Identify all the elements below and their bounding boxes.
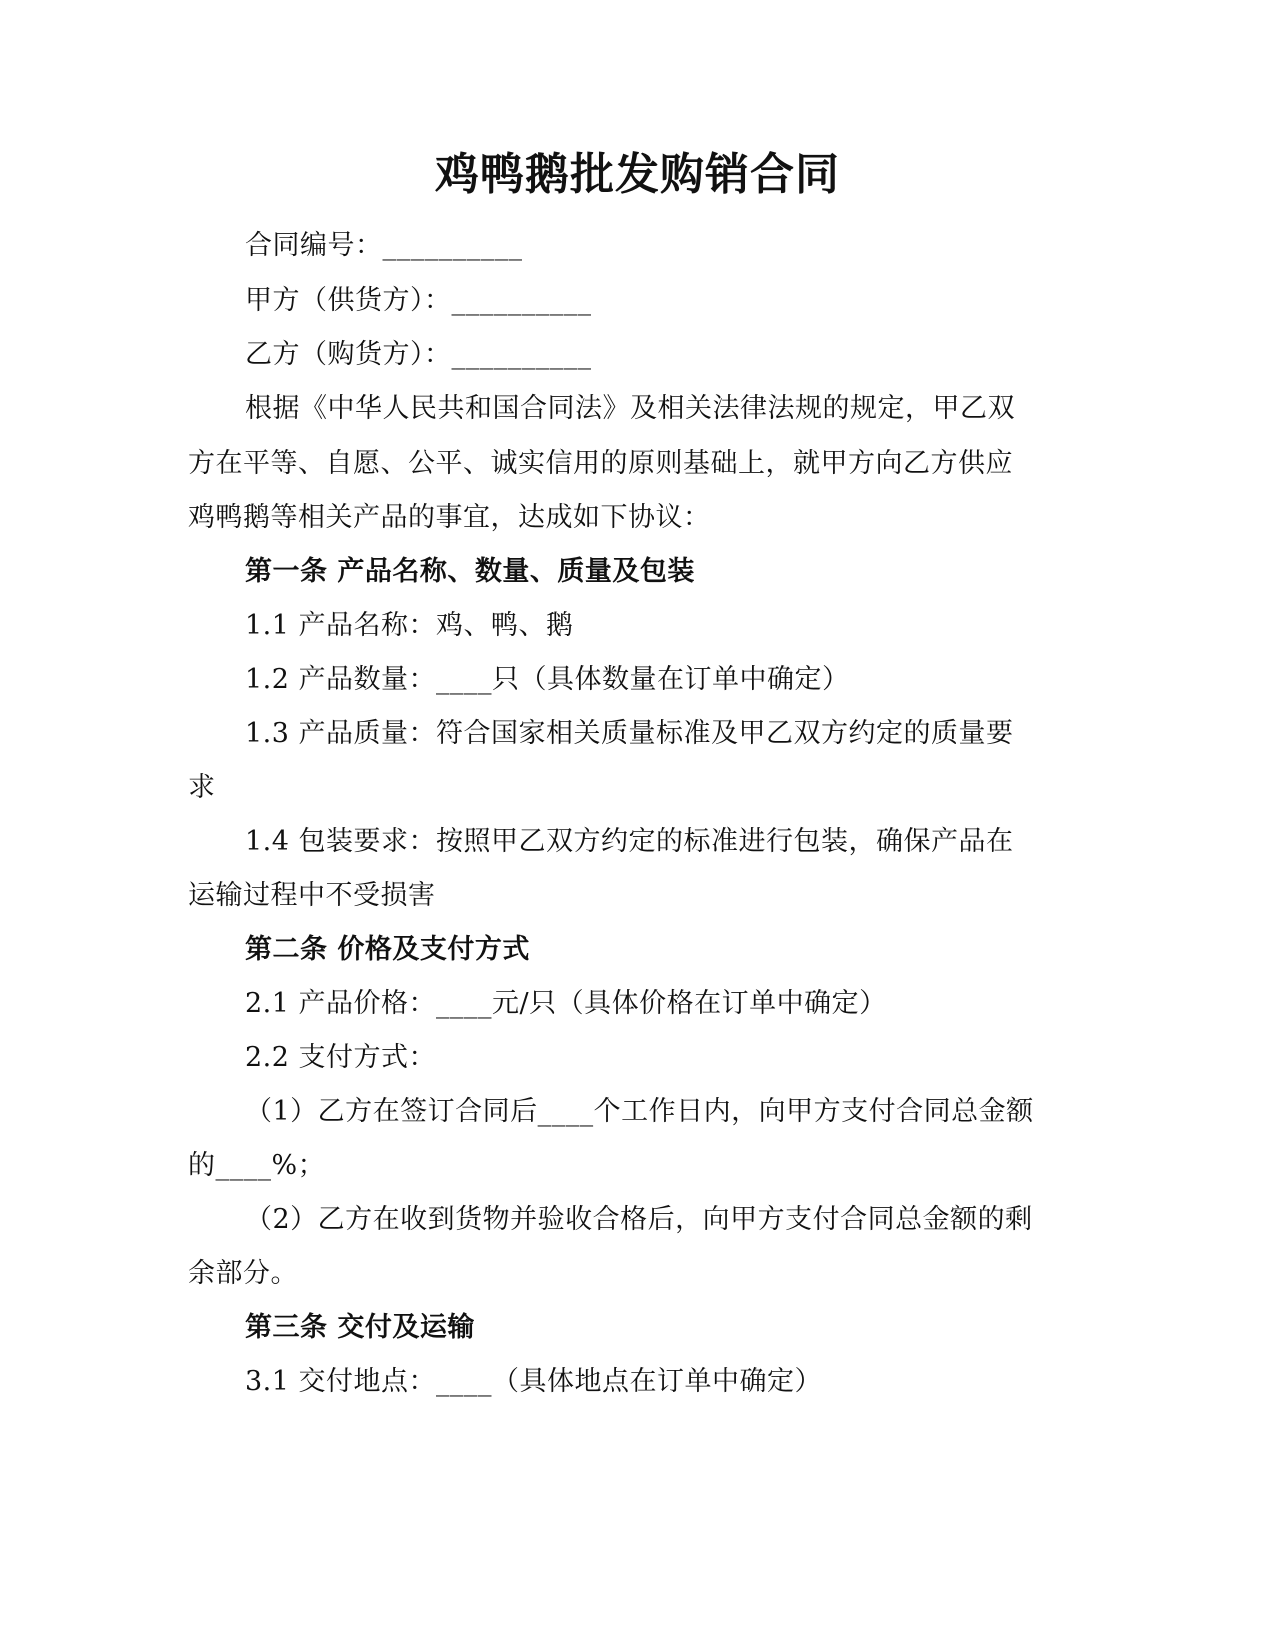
- document-title: 鸡鸭鹅批发购销合同: [435, 149, 840, 200]
- clause-line: 1.1 产品名称：鸡、鸭、鹅: [245, 610, 574, 641]
- party-a-field: 甲方（供货方）：__________: [245, 285, 592, 316]
- clause-line: 2.1 产品价格：____元/只（具体价格在订单中确定）: [245, 988, 887, 1019]
- article-heading: 第一条 产品名称、数量、质量及包装: [245, 556, 695, 587]
- clause-line: 1.2 产品数量：____只（具体数量在订单中确定）: [245, 664, 850, 695]
- article-heading: 第二条 价格及支付方式: [245, 934, 530, 965]
- clause-line: 的____%；: [188, 1150, 326, 1181]
- clause-line: （1）乙方在签订合同后____个工作日内，向甲方支付合同总金额: [245, 1096, 1034, 1127]
- party-b-field: 乙方（购货方）：__________: [245, 339, 592, 370]
- clause-line: 1.3 产品质量：符合国家相关质量标准及甲乙双方约定的质量要: [245, 718, 1014, 749]
- clause-line: 1.4 包装要求：按照甲乙双方约定的标准进行包装，确保产品在: [245, 826, 1014, 857]
- intro-line: 根据《中华人民共和国合同法》及相关法律法规的规定，甲乙双: [245, 393, 1015, 424]
- contract-number-field: 合同编号：__________: [245, 230, 523, 261]
- clause-line: 运输过程中不受损害: [188, 880, 436, 911]
- clause-line: 求: [188, 772, 216, 803]
- clause-line: 余部分。: [188, 1258, 298, 1289]
- intro-line: 方在平等、自愿、公平、诚实信用的原则基础上，就甲方向乙方供应: [188, 448, 1013, 479]
- clause-line: 2.2 支付方式：: [245, 1042, 437, 1073]
- clause-line: 3.1 交付地点：____（具体地点在订单中确定）: [245, 1366, 823, 1397]
- article-heading: 第三条 交付及运输: [245, 1312, 475, 1343]
- intro-line: 鸡鸭鹅等相关产品的事宜，达成如下协议：: [188, 502, 711, 533]
- clause-line: （2）乙方在收到货物并验收合格后，向甲方支付合同总金额的剩: [245, 1204, 1033, 1235]
